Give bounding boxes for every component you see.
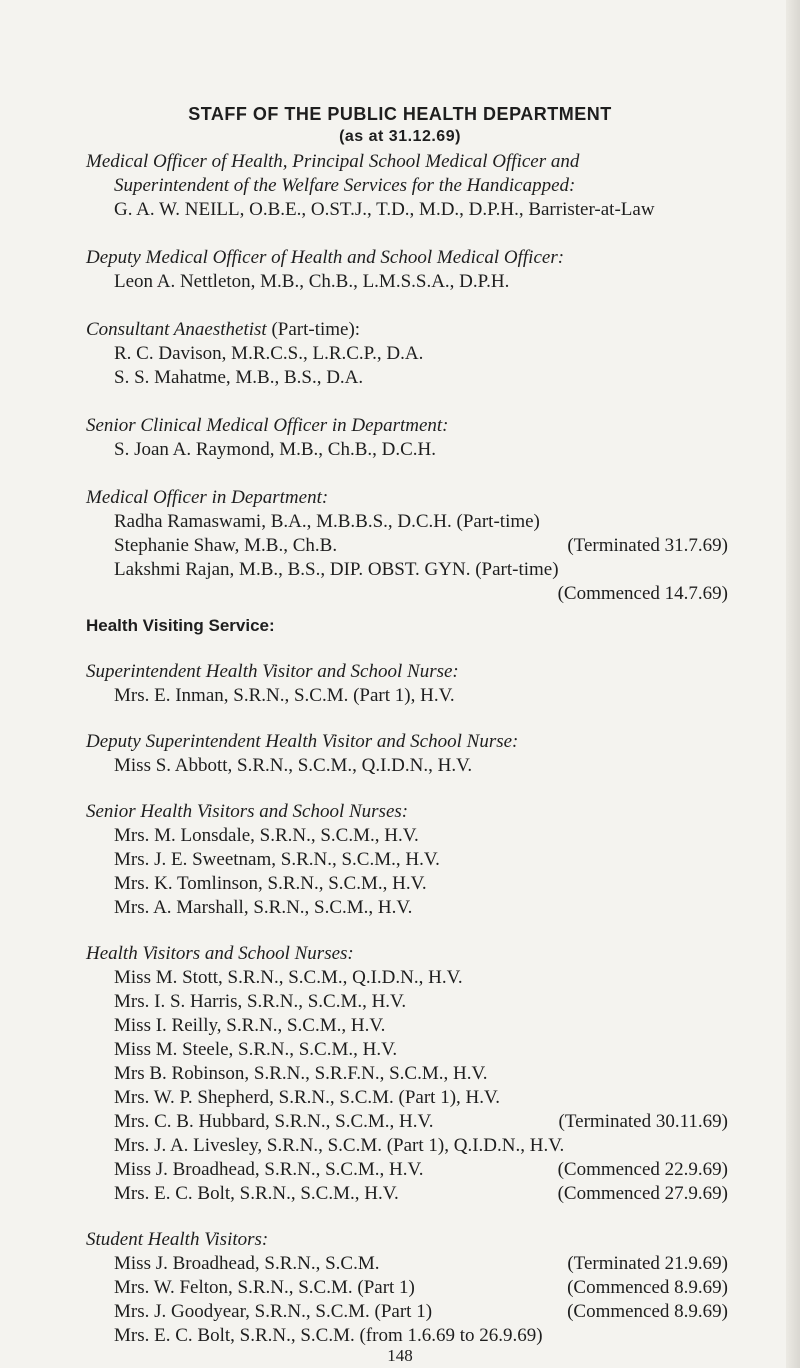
deputy-superintendent-heading: Deputy Superintendent Health Visitor and School Nurse: [86,731,519,752]
anaesthetist-name: R. C. Davison, M.R.C.S., L.R.C.P., D.A. [114,343,424,364]
medical-officer-line: Lakshmi Rajan, M.B., B.S., DIP. OBST. GYN. (Part-time) [114,559,559,580]
student-hv-heading: Student Health Visitors: [86,1229,269,1250]
hv-note: (Commenced 22.9.69) [557,1159,728,1180]
student-hv-note: (Commenced 8.9.69) [567,1301,728,1322]
hv-name: Mrs. C. B. Hubbard, S.R.N., S.C.M., H.V. [114,1111,434,1132]
hv-name: Miss J. Broadhead, S.R.N., S.C.M., H.V. [114,1159,424,1180]
anaesthetist-heading [86,318,360,342]
hv-name: Mrs. W. P. Shepherd, S.R.N., S.C.M. (Part 1), H.V. [114,1087,501,1108]
student-hv-name: Mrs. W. Felton, S.R.N., S.C.M. (Part 1) [114,1277,415,1298]
student-hv-note: (Commenced 8.9.69) [567,1277,728,1298]
moh-heading-line1: Medical Officer of Health, Principal School Medical Officer and [86,151,580,172]
senior-clinical-heading: Senior Clinical Medical Officer in Department: [86,415,449,436]
deputy-superintendent-name: Miss S. Abbott, S.R.N., S.C.M., Q.I.D.N., H.V. [114,755,473,776]
senior-hv-heading: Senior Health Visitors and School Nurses: [86,801,409,822]
hv-name: Miss M. Steele, S.R.N., S.C.M., H.V. [114,1039,398,1060]
senior-hv-name: Mrs. A. Marshall, S.R.N., S.C.M., H.V. [114,897,413,918]
anaesthetist-name: S. S. Mahatme, M.B., B.S., D.A. [114,367,364,388]
hv-heading: Health Visitors and School Nurses: [86,943,354,964]
moh-name: G. A. W. NEILL, O.B.E., O.ST.J., T.D., M.D., D.P.H., Barrister-at-Law [114,199,655,220]
medical-officer-note: (Terminated 31.7.69) [567,535,728,556]
hv-name: Miss M. Stott, S.R.N., S.C.M., Q.I.D.N., H.V. [114,967,463,988]
medical-officer-line: Radha Ramaswami, B.A., M.B.B.S., D.C.H. (Part-time) [114,511,540,532]
page-number: 148 [387,1346,413,1365]
deputy-name: Leon A. Nettleton, M.B., Ch.B., L.M.S.S.A., D.P.H. [114,271,510,292]
senior-clinical-name: S. Joan A. Raymond, M.B., Ch.B., D.C.H. [114,439,436,460]
medical-officers-heading: Medical Officer in Department: [86,487,329,508]
superintendent-name: Mrs. E. Inman, S.R.N., S.C.M. (Part 1), H.V. [114,685,455,706]
page-title: STAFF OF THE PUBLIC HEALTH DEPARTMENT [188,104,612,124]
hv-name: Mrs B. Robinson, S.R.N., S.R.F.N., S.C.M., H.V. [114,1063,488,1084]
health-visiting-service-heading: Health Visiting Service: [86,616,275,635]
senior-hv-name: Mrs. K. Tomlinson, S.R.N., S.C.M., H.V. [114,873,427,894]
hv-name: Miss I. Reilly, S.R.N., S.C.M., H.V. [114,1015,386,1036]
student-hv-note: (Terminated 21.9.69) [567,1253,728,1274]
hv-name: Mrs. E. C. Bolt, S.R.N., S.C.M., H.V. [114,1183,399,1204]
student-hv-name: Miss J. Broadhead, S.R.N., S.C.M. [114,1253,380,1274]
anaesthetist-heading-rest: (Part-time): [266,319,361,340]
moh-heading-line2: Superintendent of the Welfare Services for the Handicapped: [114,175,576,196]
senior-hv-name: Mrs. J. E. Sweetnam, S.R.N., S.C.M., H.V. [114,849,440,870]
hv-note: (Terminated 30.11.69) [558,1111,728,1132]
hv-note: (Commenced 27.9.69) [557,1183,728,1204]
superintendent-heading: Superintendent Health Visitor and School Nurse: [86,661,459,682]
student-hv-name: Mrs. J. Goodyear, S.R.N., S.C.M. (Part 1) [114,1301,433,1322]
page-edge-shadow [786,0,800,1368]
hv-name: Mrs. J. A. Livesley, S.R.N., S.C.M. (Part 1), Q.I.D.N., H.V. [114,1135,565,1156]
medical-officer-line: Stephanie Shaw, M.B., Ch.B. [114,535,338,556]
hv-name: Mrs. I. S. Harris, S.R.N., S.C.M., H.V. [114,991,407,1012]
anaesthetist-heading-italic: Consultant Anaesthetist [86,319,267,340]
senior-hv-name: Mrs. M. Lonsdale, S.R.N., S.C.M., H.V. [114,825,419,846]
deputy-heading: Deputy Medical Officer of Health and School Medical Officer: [86,247,565,268]
medical-officer-note: (Commenced 14.7.69) [557,583,728,604]
student-hv-name: Mrs. E. C. Bolt, S.R.N., S.C.M. (from 1.6.69 to 26.9.69) [114,1325,543,1346]
page-subtitle: (as at 31.12.69) [339,128,461,145]
